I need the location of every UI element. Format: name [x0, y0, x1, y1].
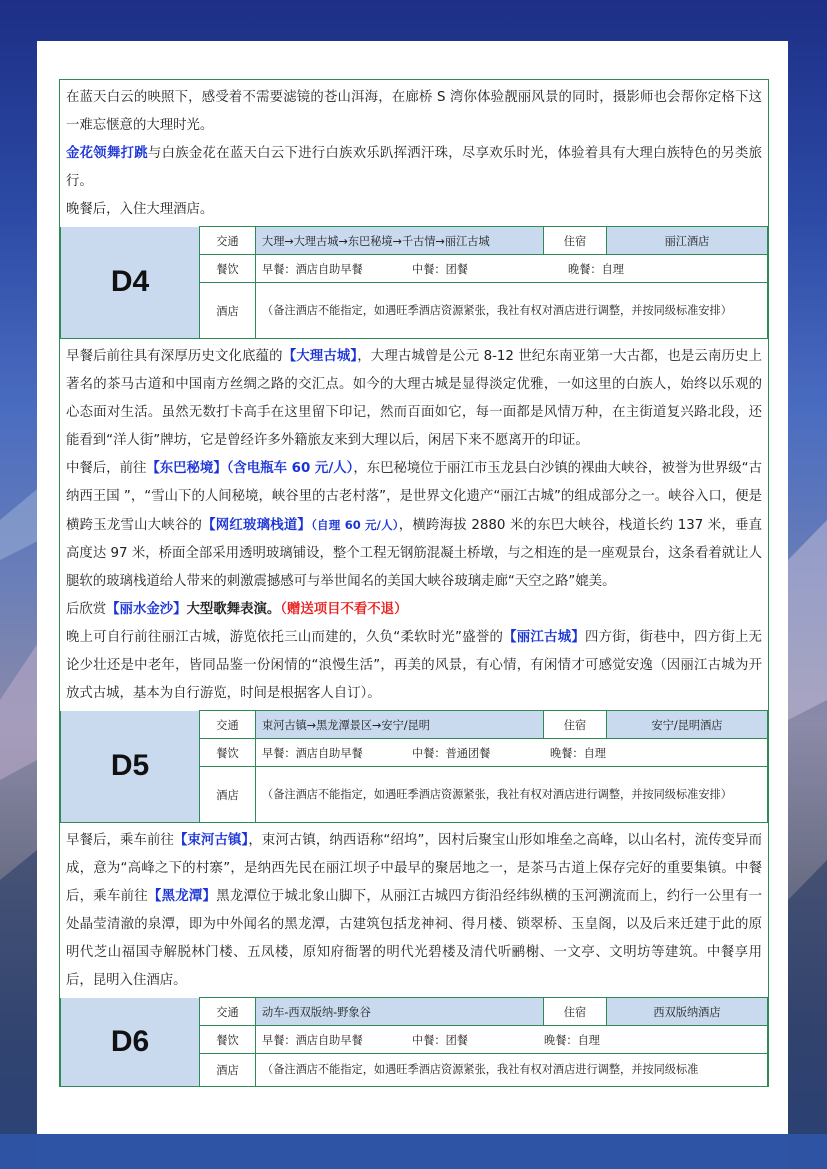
- paragraph-text: 四方街，街巷中，四方街上无论少壮还是中老年，皆同品鉴一份闲情的“浪慢生活”，再美的风景，有心情，有闲情才可感觉安逸（因丽江古城为开放式古城，基本为自行游览，时间是根据客人自订）。: [66, 630, 763, 701]
- transport-key: 交通: [200, 998, 256, 1026]
- paragraph: [66, 624, 762, 708]
- hotel-key: 酒店: [200, 283, 256, 339]
- paragraph-text: 黑龙潭位于城北象山脚下，从丽江古城四方街沿经纬纵横的玉河溯流而上，约行一公里有一处晶莹清澈的泉潭，即为中外闻名的黑龙潭，古建筑包括龙神祠、得月楼、锁翠桥、玉皇阁，以及后来迁建于此的原明代芝山福国寺解脱林门楼、五凤楼，原知府衙署的明代光碧楼及清代听鹂榭、一文亭、文明坊等建筑。中餐享用后，昆明入住酒店。: [66, 889, 763, 988]
- paragraph-text: 早餐后，乘车前往: [66, 833, 175, 848]
- highlight-text: 【黑龙潭】: [147, 889, 217, 904]
- d5-description: [60, 823, 768, 997]
- highlight-text: （自理 60 元/人）: [311, 518, 399, 532]
- hotel-key: 酒店: [200, 767, 256, 823]
- day-label: D5: [61, 711, 200, 823]
- transport-value: 束河古镇→黑龙潭景区→安宁/昆明: [256, 711, 544, 739]
- paragraph-text: ，束河古镇，纳西语称“绍坞”，因村后聚宝山形如堆垒之高峰，以山名村，流传变异而成，意为“高峰之下的村寨”，是纳西先民在丽江坝子中最早的聚居地之一，是茶马古道上保存完好的重要集镇。中餐后，乘车前往: [66, 833, 762, 904]
- dinner: 晚餐：自理: [550, 746, 606, 760]
- day-label: D6: [61, 998, 200, 1087]
- paragraph-text: ，大理古城曾是公元 8-12 世纪东南亚第一大古都，也是云南历史上著名的茶马古道和中国南方丝绸之路的交汇点。如今的大理古城是显得淡定优雅，一如这里的白族人，始终以乐观的心态面对生活。虽然无数打卡高手在这里留下印记，然而百面如它，每一面都是风情万种，在主街道复兴路北段，还能看到“洋人街”牌坊，它是曾经许多外籍旅友来到大理以后，闲居下来不愿离开的印证。: [66, 349, 762, 448]
- meal-key: 餐饮: [200, 255, 256, 283]
- hotel-note: （备注酒店不能指定，如遇旺季酒店资源紧张，我社有权对酒店进行调整，并按同级标准安排）: [256, 767, 768, 823]
- stay-key: 住宿: [544, 227, 607, 255]
- itinerary-content: [59, 79, 769, 1087]
- highlight-text: 金花领舞打跳: [66, 146, 148, 161]
- meal-value: [256, 1026, 768, 1054]
- transport-value: 大理→大理古城→东巴秘境→千古情→丽江古城: [256, 227, 544, 255]
- breakfast: 早餐：酒店自助早餐: [262, 1033, 363, 1047]
- paragraph: [66, 140, 762, 196]
- paragraph: 在蓝天白云的映照下，感受着不需要滤镜的苍山洱海，在廊桥 S 湾你体验靓丽风景的同时，摄影师也会帮你定格下这一难忘惬意的大理时光。: [66, 90, 762, 133]
- d3-continuation-text: [60, 79, 768, 226]
- highlight-text: 【东巴秘境】（含电瓶车 60 元/人）: [146, 461, 354, 476]
- highlight-text: 【网红玻璃栈道】: [202, 518, 312, 533]
- day-label: D4: [61, 227, 200, 339]
- paragraph: [66, 596, 762, 624]
- paragraph-text: 早餐后前往具有深厚历史文化底蕴的: [66, 349, 283, 364]
- paragraph-text: 后欣赏: [66, 602, 107, 617]
- highlight-text: 【丽江古城】: [503, 630, 585, 645]
- day-table-d4: [60, 226, 768, 339]
- highlight-text: 【束河古镇】: [174, 833, 249, 848]
- meal-key: 餐饮: [200, 1026, 256, 1054]
- day-table-d5: [60, 710, 768, 823]
- lunch: 中餐：团餐: [412, 262, 468, 276]
- transport-value: 动车-西双版纳-野象谷: [256, 998, 544, 1026]
- paragraph: [66, 343, 762, 455]
- dinner: 晚餐：自理: [568, 262, 624, 276]
- stay-key: 住宿: [544, 998, 607, 1026]
- paragraph-text: 大型歌舞表演。: [186, 602, 281, 617]
- hotel-note: （备注酒店不能指定，如遇旺季酒店资源紧张，我社有权对酒店进行调整，并按同级标准安排）: [256, 283, 768, 339]
- paragraph-text: 中餐后，前往: [66, 461, 147, 476]
- stay-key: 住宿: [544, 711, 607, 739]
- paragraph-text: ，横跨海拔 2880 米的东巴大峡谷，栈道长约 137 米，垂直高度达 97 米，桥面全部采用透明玻璃铺设，整个工程无钢筋混凝土桥墩，与之相连的是一座观景台，这条看着就让人腿软的玻璃栈道给人带来的刺激震撼感可与举世闻名的美国大峡谷玻璃走廊“天空之路”媲美。: [66, 518, 762, 589]
- lunch: 中餐：团餐: [412, 1033, 468, 1047]
- d4-description: [60, 339, 768, 710]
- paragraph: 晚餐后，入住大理酒店。: [66, 202, 214, 217]
- lunch: 中餐：普通团餐: [412, 746, 491, 760]
- paragraph-text: 晚上可自行前往丽江古城，游览依托三山而建的，久负“柔软时光”盛誉的: [66, 630, 504, 645]
- dinner: 晚餐：自理: [544, 1033, 600, 1047]
- stay-value: 安宁/昆明酒店: [607, 711, 768, 739]
- highlight-text: 【丽水金沙】: [106, 602, 187, 617]
- stay-value: 西双版纳酒店: [607, 998, 768, 1026]
- hotel-key: 酒店: [200, 1054, 256, 1087]
- breakfast: 早餐：酒店自助早餐: [262, 262, 363, 276]
- transport-key: 交通: [200, 227, 256, 255]
- paragraph-text: 与白族金花在蓝天白云下进行白族欢乐趴挥洒汗珠，尽享欢乐时光，体验着具有大理白族特色的另类旅行。: [66, 146, 763, 189]
- paragraph: [66, 455, 762, 596]
- highlight-text: 【大理古城】: [282, 349, 358, 364]
- transport-key: 交通: [200, 711, 256, 739]
- meal-value: [256, 739, 768, 767]
- paragraph-text: ，东巴秘境位于丽江市玉龙县白沙镇的裸曲大峡谷，被誉为世界级“古纳西王国 ”，“雪山下的人间秘境，峡谷里的古老村落”，是世界文化遗产“丽江古城”的组成部分之一。峡谷入口，便是横跨玉龙雪山大峡谷的: [66, 461, 763, 533]
- breakfast: 早餐：酒店自助早餐: [262, 746, 363, 760]
- hotel-note: （备注酒店不能指定，如遇旺季酒店资源紧张，我社有权对酒店进行调整，并按同级标准: [256, 1054, 768, 1087]
- day-table-d6: [60, 997, 768, 1087]
- meal-key: 餐饮: [200, 739, 256, 767]
- red-note: （赠送项目不看不退）: [280, 602, 408, 617]
- stay-value: 丽江酒店: [607, 227, 768, 255]
- document-page: [37, 41, 788, 1134]
- meal-value: [256, 255, 768, 283]
- paragraph: [66, 827, 762, 995]
